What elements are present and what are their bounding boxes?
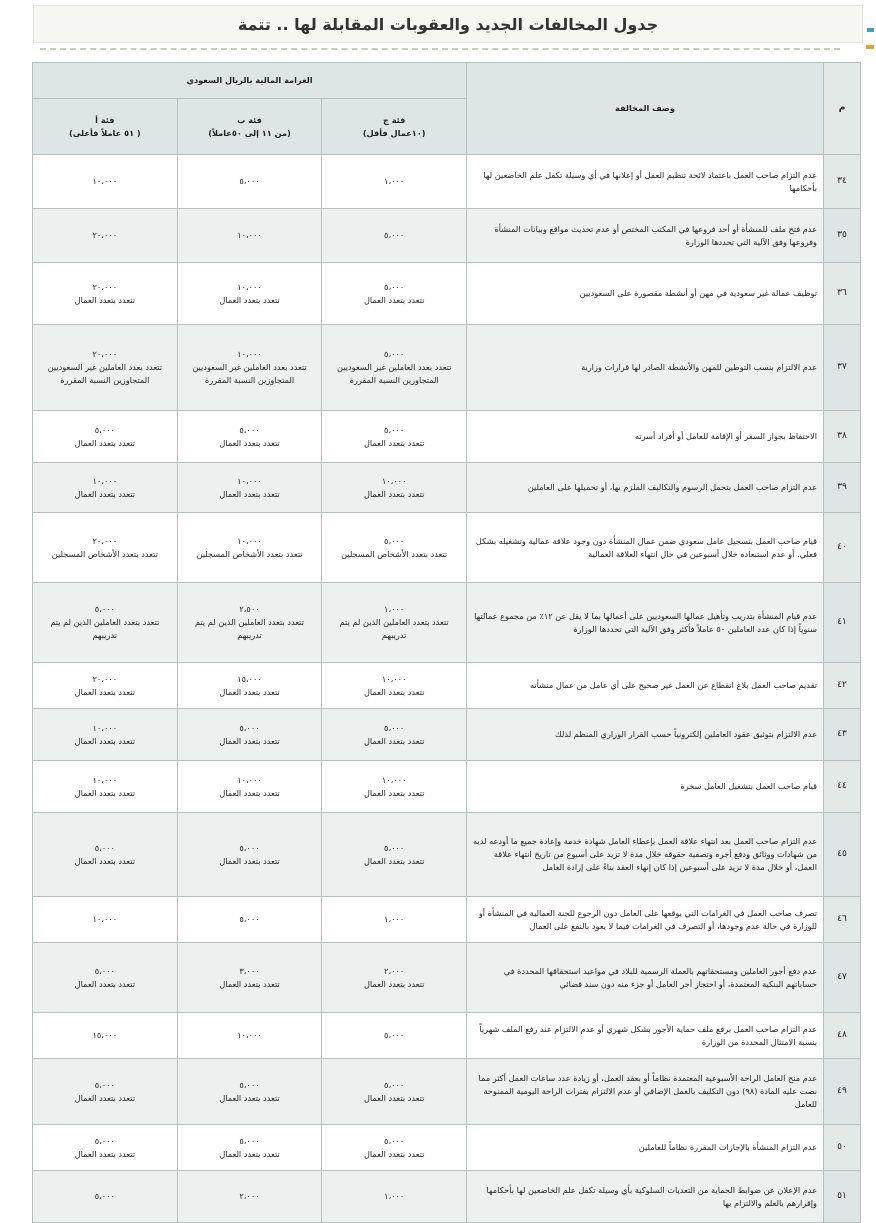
- fine-amount: ٥،٠٠٠: [94, 842, 115, 853]
- fine-cat-b: [177, 325, 322, 411]
- table-row: [33, 463, 861, 513]
- fine-note: تتعدد بتعدد العمال: [74, 735, 136, 746]
- table-row: [33, 1125, 861, 1171]
- fine-amount: ٥،٠٠٠: [239, 1079, 260, 1090]
- fine-cat-b: [177, 209, 322, 263]
- fine-amount: ١٠،٠٠٠: [381, 673, 407, 684]
- fine-note: تتعدد بتعدد الأشخاص المسجلين: [196, 548, 303, 559]
- row-number: ٤٥: [824, 813, 861, 897]
- violation-description: قيام صاحب العمل بتشغيل العامل سخرة: [467, 761, 824, 813]
- fine-note: تتعدد بتعدد العمال: [219, 1092, 280, 1103]
- fine-amount: ٢،٠٠٠: [384, 965, 405, 976]
- fine-amount: ٥،٠٠٠: [239, 1135, 260, 1146]
- fine-note: تتعدد بتعدد الأشخاص المسجلين: [51, 548, 158, 559]
- fine-amount: ٥،٠٠٠: [239, 722, 260, 733]
- fine-cat-a: [33, 1171, 178, 1223]
- fine-note: تتعدد بعدد العاملين غير السعوديين المتجاوزين النسبة المقررة: [192, 362, 307, 385]
- fine-cat-c: [322, 1059, 467, 1125]
- fine-amount: ٥،٠٠٠: [239, 842, 260, 853]
- cat-b-name: فئة ب: [237, 114, 262, 125]
- page-title: جدول المخالفات الجديد والعقوبات المقابلة لها .. تتمة: [33, 5, 863, 43]
- fine-amount: ٥،٠٠٠: [384, 535, 405, 546]
- fine-amount: ٥،٠٠٠: [384, 1135, 405, 1146]
- fine-amount: ٥،٠٠٠: [94, 965, 115, 976]
- row-number: ٤٣: [824, 709, 861, 761]
- fine-note: تتعدد بتعدد العمال: [363, 686, 425, 697]
- fine-note: تتعدد بتعدد العمال: [219, 1148, 280, 1159]
- violation-description: الاحتفاظ بجواز السفر أو الإقامة للعامل أو أفراد أسرته: [467, 411, 824, 463]
- table-row: [33, 761, 861, 813]
- fine-amount: ١٥،٠٠٠: [92, 1030, 118, 1041]
- fine-amount: ١٥،٠٠٠: [237, 673, 262, 684]
- table-row: [33, 263, 861, 325]
- fine-amount: ١٠،٠٠٠: [92, 722, 118, 733]
- row-number: ٤٧: [824, 943, 861, 1013]
- fine-amount: ٥،٠٠٠: [239, 176, 260, 187]
- fine-note: تتعدد بتعدد العمال: [219, 855, 280, 866]
- violation-description: عدم دفع أجور العاملين ومستحقاتهم بالعملة الرسمية للبلاد في مواعيد استحقاقها المحددة في حساباتهم البنكية المعتمدة، أو احتجاز أجر العامل أو جزء منه دون سند قضائي: [467, 943, 824, 1013]
- fine-amount: ١٠،٠٠٠: [237, 230, 262, 241]
- fine-amount: ١٠،٠٠٠: [92, 774, 118, 785]
- fine-note: تتعدد بتعدد العمال: [219, 294, 280, 305]
- fine-cat-c: [322, 1013, 467, 1059]
- fine-note: تتعدد بعدد العاملين غير السعوديين المتجاوزين النسبة المقررة: [47, 362, 163, 385]
- fine-amount: ٥،٠٠٠: [239, 914, 260, 925]
- violation-description: عدم قيام المنشأة بتدريب وتأهيل عمالها السعوديين على أعمالها بما لا يقل عن ١٢٪ من مجموع عمالتها سنوياً إذا كان عدد العاملين ٥٠ عاملاً فأكثر وفق الآلية التي تحددها الوزارة: [467, 583, 824, 663]
- table-row: [33, 897, 861, 943]
- fine-note: تتعدد بتعدد العاملين الذين لم يتم تدريبهم: [194, 617, 305, 640]
- fine-cat-a: [33, 463, 178, 513]
- violation-description: عدم فتح ملف للمنشأة أو أحد فروعها في المكتب المختص أو عدم تحديث مواقع وبيانات المنشأة وفروعها وفق الآلية التي تحددها الوزارة: [467, 209, 824, 263]
- fine-note: تتعدد بتعدد العمال: [363, 294, 425, 305]
- fine-note: تتعدد بتعدد العمال: [363, 855, 425, 866]
- fine-amount: ٥،٠٠٠: [384, 842, 405, 853]
- violation-description: توظيف عمالة غير سعودية في مهن أو أنشطة مقصورة على السعوديين: [467, 263, 824, 325]
- fine-amount: ١٠،٠٠٠: [237, 1030, 262, 1041]
- violations-table: [32, 62, 861, 1223]
- fine-amount: ٥،٠٠٠: [384, 1030, 405, 1041]
- fine-note: تتعدد بتعدد العمال: [219, 787, 280, 798]
- violation-description: عدم الإعلان عن ضوابط الحماية من التعديات السلوكية بأي وسيلة تكفل علم الخاضعين لها بأحكامها وإقرارهم بالعلم والالتزام بها: [467, 1171, 824, 1223]
- fine-note: تتعدد بتعدد العمال: [363, 787, 425, 798]
- fine-cat-b: [177, 709, 322, 761]
- cat-a-name: فئة أ: [95, 114, 115, 125]
- fine-cat-a: [33, 1059, 178, 1125]
- fine-cat-b: [177, 411, 322, 463]
- fine-amount: ١٠،٠٠٠: [92, 475, 118, 486]
- row-number: ٤٠: [824, 513, 861, 583]
- fine-cat-a: [33, 663, 178, 709]
- fine-note: تتعدد بتعدد العمال: [74, 294, 136, 305]
- violation-description: قيام صاحب العمل بتسجيل عامل سعودي ضمن عمال المنشأة دون وجود علاقة عمالية وتشغيله بشكل فعلي. أو عدم استبعاده خلال أسبوعين في حال انتهاء العلاقة العمالية: [467, 513, 824, 583]
- fine-amount: ٣،٠٠٠: [239, 965, 260, 976]
- fine-cat-c: [322, 663, 467, 709]
- row-number: ٤١: [824, 583, 861, 663]
- fine-amount: ٢٠،٠٠٠: [92, 535, 118, 546]
- fine-cat-c: [322, 943, 467, 1013]
- fine-cat-b: [177, 897, 322, 943]
- row-number: ٥١: [824, 1171, 861, 1223]
- fine-amount: ٢٠،٠٠٠: [92, 230, 118, 241]
- table-row: [33, 1171, 861, 1223]
- row-number: ٤٨: [824, 1013, 861, 1059]
- violation-description: تقديم صاحب العمل بلاغ انقطاع عن العمل غير صحيح على أي عامل من عمال منشأته: [467, 663, 824, 709]
- fine-cat-c: [322, 155, 467, 209]
- fine-amount: ٥،٠٠٠: [94, 604, 115, 615]
- fine-cat-c: [322, 325, 467, 411]
- fine-amount: ٢٠،٠٠٠: [92, 281, 118, 292]
- row-number: ٣٩: [824, 463, 861, 513]
- fine-amount: ٥،٠٠٠: [384, 349, 405, 360]
- fine-note: تتعدد بتعدد العمال: [219, 735, 280, 746]
- fine-note: تتعدد بتعدد العاملين الذين لم يتم تدريبهم: [50, 617, 160, 640]
- table-row: [33, 513, 861, 583]
- fine-amount: ٥،٠٠٠: [384, 230, 405, 241]
- fine-cat-c: [322, 411, 467, 463]
- col-header-cat-b: [177, 99, 322, 155]
- fine-cat-a: [33, 325, 178, 411]
- row-number: ٤٢: [824, 663, 861, 709]
- fine-note: تتعدد بعدد العاملين غير السعوديين المتجاوزين النسبة المقررة: [336, 362, 452, 385]
- fine-cat-b: [177, 1059, 322, 1125]
- fine-cat-c: [322, 209, 467, 263]
- row-number: ٤٦: [824, 897, 861, 943]
- table-row: [33, 709, 861, 761]
- table-row: [33, 1059, 861, 1125]
- fine-cat-b: [177, 1171, 322, 1223]
- fine-note: تتعدد بتعدد العمال: [363, 488, 425, 499]
- violation-description: عدم التزام المنشأة بالإجازات المقررة نظاماً للعاملين: [467, 1125, 824, 1171]
- violations-table-body: [33, 155, 861, 1223]
- fine-cat-a: [33, 897, 178, 943]
- page-edge-accent: [867, 28, 874, 32]
- table-row: [33, 1013, 861, 1059]
- fine-cat-b: [177, 663, 322, 709]
- fine-amount: ١٠،٠٠٠: [237, 349, 262, 360]
- table-row: [33, 209, 861, 263]
- fine-note: تتعدد بتعدد العاملين الذين لم يتم تدريبهم: [339, 617, 449, 640]
- fine-cat-b: [177, 1013, 322, 1059]
- fine-note: تتعدد بتعدد العمال: [219, 488, 280, 499]
- col-header-cat-c: [322, 99, 467, 155]
- fine-amount: ٢،٥٠٠: [239, 604, 260, 615]
- row-number: ٥٠: [824, 1125, 861, 1171]
- fine-amount: ١٠،٠٠٠: [237, 281, 262, 292]
- fine-note: تتعدد بتعدد العمال: [219, 686, 280, 697]
- fine-cat-b: [177, 813, 322, 897]
- fine-note: تتعدد بتعدد العمال: [74, 686, 136, 697]
- fine-cat-b: [177, 1125, 322, 1171]
- violation-description: عدم التزام صاحب العمل بتحمل الرسوم والتكاليف الملزم بها، أو تحميلها على العاملين: [467, 463, 824, 513]
- fine-amount: ١٠،٠٠٠: [237, 475, 262, 486]
- fine-cat-b: [177, 155, 322, 209]
- fine-note: تتعدد بتعدد العمال: [219, 437, 280, 448]
- fine-note: تتعدد بتعدد العمال: [74, 787, 136, 798]
- fine-amount: ٥،٠٠٠: [94, 1079, 115, 1090]
- fine-amount: ١،٠٠٠: [384, 604, 405, 615]
- fine-cat-c: [322, 263, 467, 325]
- fine-amount: ١٠،٠٠٠: [381, 475, 407, 486]
- fine-cat-a: [33, 1013, 178, 1059]
- fine-cat-a: [33, 583, 178, 663]
- fine-note: تتعدد بتعدد العمال: [74, 855, 136, 866]
- table-row: [33, 583, 861, 663]
- fine-note: تتعدد بتعدد العمال: [219, 978, 280, 989]
- fine-cat-c: [322, 1125, 467, 1171]
- violation-description: عدم التزام صاحب العمل بعد انتهاء علاقة العمل بإعطاء العامل شهادة خدمة وإعادة جميع ما أودعه لديه من شهادات ووثائق ودفع أجره وتصفية حقوقه خلال مدة لا تزيد على أسبوع من تاريخ انتهاء علاقة العمل، أو خلال مدة لا تزيد على أسبوعين إذا كان إنهاء العقد بناءً على إرادة العامل: [467, 813, 824, 897]
- fine-amount: ١،٠٠٠: [384, 176, 405, 187]
- fine-amount: ١٠،٠٠٠: [92, 914, 118, 925]
- row-number: ٤٩: [824, 1059, 861, 1125]
- violation-description: عدم الالتزام بتوثيق عقود العاملين إلكترونياً حسب القرار الوزاري المنظم لذلك: [467, 709, 824, 761]
- fine-amount: ١،٠٠٠: [384, 1191, 405, 1202]
- fine-cat-c: [322, 1171, 467, 1223]
- table-row: [33, 943, 861, 1013]
- col-header-description: وصف المخالفة: [467, 63, 824, 155]
- row-number: ٣٦: [824, 263, 861, 325]
- fine-cat-b: [177, 263, 322, 325]
- fine-amount: ١٠،٠٠٠: [381, 774, 407, 785]
- fine-cat-c: [322, 897, 467, 943]
- fine-note: تتعدد بتعدد العمال: [74, 978, 136, 989]
- violation-description: عدم منح العامل الراحة الأسبوعية المعتمدة نظاماً أو بعقد العمل، أو زيادة عدد ساعات العمل أكثر مما نصت عليه المادة (٩٨) دون التكليف بالعمل الإضافي أو عدم الالتزام بفترات الراحة اليومية الممنوحة للعامل: [467, 1059, 824, 1125]
- table-row: [33, 411, 861, 463]
- fine-cat-b: [177, 513, 322, 583]
- fine-cat-a: [33, 943, 178, 1013]
- fine-amount: ٢٠،٠٠٠: [92, 673, 118, 684]
- fine-cat-a: [33, 813, 178, 897]
- fine-cat-b: [177, 943, 322, 1013]
- fine-cat-c: [322, 813, 467, 897]
- fine-amount: ٥،٠٠٠: [384, 722, 405, 733]
- fine-amount: ٥،٠٠٠: [239, 424, 260, 435]
- fine-cat-c: [322, 463, 467, 513]
- fine-amount: ٥،٠٠٠: [384, 1079, 405, 1090]
- fine-amount: ٥،٠٠٠: [94, 424, 115, 435]
- fine-amount: ٥،٠٠٠: [94, 1135, 115, 1146]
- fine-cat-a: [33, 411, 178, 463]
- fine-note: تتعدد بتعدد العمال: [74, 1148, 136, 1159]
- violation-description: عدم الالتزام بنسب التوطين للمهن والأنشطة الصادر لها قرارات وزارية: [467, 325, 824, 411]
- table-row: [33, 663, 861, 709]
- fine-cat-a: [33, 513, 178, 583]
- fine-cat-c: [322, 583, 467, 663]
- row-number: ٤٤: [824, 761, 861, 813]
- table-row: [33, 813, 861, 897]
- fine-note: تتعدد بتعدد العمال: [74, 488, 136, 499]
- fine-cat-a: [33, 155, 178, 209]
- cat-b-range: (من ١١ إلى ٥٠عاملاً): [208, 127, 291, 138]
- fine-cat-b: [177, 583, 322, 663]
- fine-note: تتعدد بتعدد العمال: [74, 437, 136, 448]
- fine-cat-c: [322, 513, 467, 583]
- fine-cat-a: [33, 1125, 178, 1171]
- fine-amount: ١،٠٠٠: [384, 914, 405, 925]
- fine-cat-a: [33, 709, 178, 761]
- fine-cat-c: [322, 761, 467, 813]
- violation-description: تصرف صاحب العمل في الغرامات التي يوقعها على العامل دون الرجوع للجنة العمالية في المنشأة أو للوزارة في حالة عدم وجودها، أو التصرف في الغرامات فيما لا يعود بالنفع على العمال: [467, 897, 824, 943]
- fine-note: تتعدد بتعدد العمال: [363, 1092, 425, 1103]
- fine-amount: ٢٠،٠٠٠: [92, 349, 118, 360]
- violation-description: عدم التزام صاحب العمل برفع ملف حماية الأجور بشكل شهري أو عدم الالتزام عند رفع الملف شهرياً بنسبة الامتثال المحددة من الوزارة: [467, 1013, 824, 1059]
- table-row: [33, 325, 861, 411]
- fine-amount: ٢،٠٠٠: [239, 1191, 260, 1202]
- fine-note: تتعدد بتعدد العمال: [363, 1148, 425, 1159]
- fine-amount: ١٠،٠٠٠: [237, 774, 262, 785]
- cat-c-range: (١٠عمال فأقل): [362, 127, 426, 138]
- page-edge-accent-orange: [866, 45, 874, 49]
- fine-note: تتعدد بتعدد العمال: [363, 437, 425, 448]
- fine-cat-b: [177, 463, 322, 513]
- fine-cat-a: [33, 209, 178, 263]
- fine-amount: ١٠،٠٠٠: [237, 535, 262, 546]
- fine-cat-c: [322, 709, 467, 761]
- fine-amount: ١٠،٠٠٠: [92, 176, 118, 187]
- fine-cat-b: [177, 761, 322, 813]
- dashed-divider: [40, 48, 840, 50]
- fine-note: تتعدد بتعدد العمال: [74, 1092, 136, 1103]
- row-number: ٣٤: [824, 155, 861, 209]
- col-header-fines-group: الغرامة المالية بالريال السعودي: [33, 63, 467, 99]
- fine-cat-a: [33, 263, 178, 325]
- row-number: ٣٧: [824, 325, 861, 411]
- fine-note: تتعدد بتعدد العمال: [363, 978, 425, 989]
- violation-description: عدم التزام صاحب العمل باعتماد لائحة تنظيم العمل أو إعلانها في أي وسيلة تكفل علم الخاضعين لها بأحكامها: [467, 155, 824, 209]
- table-row: [33, 155, 861, 209]
- fine-cat-a: [33, 761, 178, 813]
- cat-a-range: ( ٥١ عاملاً فأعلى): [69, 127, 141, 138]
- col-header-num: م: [824, 63, 861, 155]
- col-header-cat-a: [33, 99, 178, 155]
- fine-note: تتعدد بتعدد الأشخاص المسجلين: [341, 548, 448, 559]
- fine-amount: ٥،٠٠٠: [384, 281, 405, 292]
- row-number: ٣٨: [824, 411, 861, 463]
- row-number: ٣٥: [824, 209, 861, 263]
- fine-amount: ٥،٠٠٠: [94, 1191, 115, 1202]
- fine-note: تتعدد بتعدد العمال: [363, 735, 425, 746]
- fine-amount: ٥،٠٠٠: [384, 424, 405, 435]
- cat-c-name: فئة ج: [382, 114, 406, 125]
